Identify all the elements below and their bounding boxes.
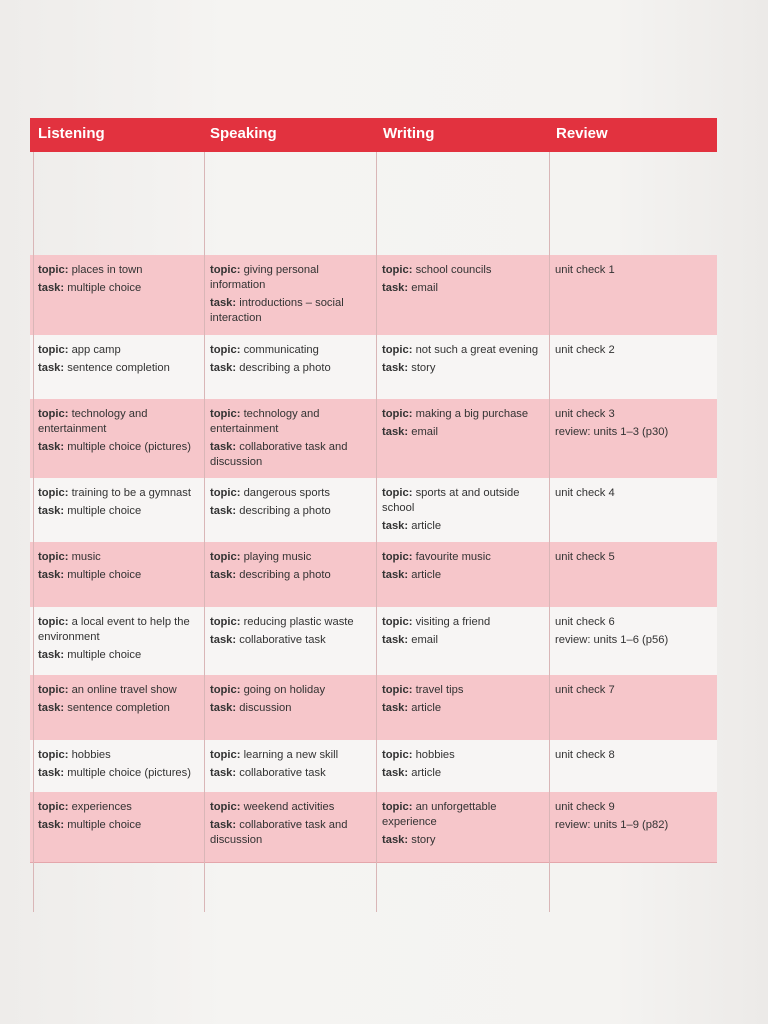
table-row: [30, 792, 717, 863]
task-label: task:: [210, 362, 237, 374]
review-item: review: units 1–6 (p56): [555, 634, 669, 646]
speaking-cell: [210, 550, 374, 586]
speaking-topic: [210, 407, 374, 437]
writing-topic: [382, 263, 546, 278]
table-row: [30, 399, 717, 479]
speaking-cell: [210, 800, 374, 851]
writing-topic: [382, 343, 546, 358]
review-item: unit check 9: [555, 801, 615, 813]
task-value: multiple choice: [67, 282, 142, 294]
topic-label: topic:: [210, 749, 241, 761]
task-value: describing a photo: [239, 505, 331, 517]
listening-topic: [38, 615, 202, 645]
speaking-topic: [210, 615, 374, 630]
writing-topic: [382, 486, 546, 516]
task-value: collaborative task and discussion: [210, 819, 348, 846]
task-value: introductions – social interaction: [210, 297, 344, 324]
task-value: multiple choice: [67, 569, 142, 581]
task-label: task:: [38, 362, 65, 374]
listening-topic: [38, 550, 202, 565]
topic-label: topic:: [38, 487, 69, 499]
writing-task: [382, 633, 546, 648]
topic-value: travel tips: [415, 684, 464, 696]
task-label: task:: [382, 426, 409, 438]
topic-label: topic:: [38, 801, 69, 813]
task-label: task:: [382, 834, 409, 846]
listening-cell: [38, 748, 202, 784]
listening-task: [38, 504, 202, 519]
task-label: task:: [382, 362, 409, 374]
writing-topic: [382, 748, 546, 763]
topic-value: favourite music: [415, 551, 491, 563]
topic-value: weekend activities: [243, 801, 335, 813]
topic-value: making a big purchase: [415, 408, 529, 420]
column-divider: [549, 152, 550, 912]
speaking-cell: [210, 263, 374, 329]
task-value: email: [411, 426, 438, 438]
topic-value: giving personal information: [210, 264, 319, 291]
topic-value: not such a great evening: [415, 344, 539, 356]
topic-value: training to be a gymnast: [71, 487, 191, 499]
writing-topic: [382, 407, 546, 422]
task-label: task:: [382, 634, 409, 646]
review-cell: [555, 748, 715, 766]
header-review: Review: [556, 125, 608, 142]
task-label: task:: [38, 819, 65, 831]
task-value: multiple choice (pictures): [67, 767, 191, 779]
writing-cell: [382, 263, 546, 299]
task-label: task:: [38, 505, 65, 517]
review-item: unit check 2: [555, 344, 615, 356]
speaking-cell: [210, 683, 374, 719]
writing-cell: [382, 748, 546, 784]
topic-label: topic:: [38, 749, 69, 761]
writing-topic: [382, 800, 546, 830]
topic-label: topic:: [210, 684, 241, 696]
topic-label: topic:: [210, 801, 241, 813]
task-label: task:: [210, 505, 237, 517]
topic-value: visiting a friend: [415, 616, 491, 628]
task-label: task:: [38, 569, 65, 581]
speaking-topic: [210, 683, 374, 698]
speaking-topic: [210, 748, 374, 763]
topic-value: learning a new skill: [243, 749, 339, 761]
review-item: review: units 1–3 (p30): [555, 426, 669, 438]
topic-label: topic:: [382, 749, 413, 761]
topic-value: technology and entertainment: [210, 408, 320, 435]
task-label: task:: [382, 569, 409, 581]
task-label: task:: [38, 649, 65, 661]
table-row: [30, 335, 717, 400]
topic-label: topic:: [38, 344, 69, 356]
task-label: task:: [210, 441, 237, 453]
topic-label: topic:: [382, 801, 413, 813]
task-label: task:: [210, 569, 237, 581]
syllabus-table: [30, 118, 717, 918]
listening-task: [38, 440, 202, 455]
table-header: [30, 118, 717, 152]
topic-value: app camp: [71, 344, 121, 356]
topic-value: hobbies: [71, 749, 111, 761]
listening-task: [38, 701, 202, 716]
topic-value: school councils: [415, 264, 492, 276]
writing-task: [382, 281, 546, 296]
listening-task: [38, 818, 202, 833]
review-item: unit check 8: [555, 749, 615, 761]
task-label: task:: [382, 767, 409, 779]
writing-topic: [382, 615, 546, 630]
topic-value: communicating: [243, 344, 319, 356]
speaking-cell: [210, 486, 374, 522]
speaking-task: [210, 568, 374, 583]
writing-cell: [382, 683, 546, 719]
topic-value: places in town: [71, 264, 143, 276]
column-divider: [33, 152, 34, 912]
topic-label: topic:: [210, 344, 241, 356]
task-value: multiple choice: [67, 819, 142, 831]
task-label: task:: [210, 297, 237, 309]
writing-task: [382, 361, 546, 376]
table-row: [30, 740, 717, 793]
review-cell: [555, 683, 715, 701]
review-cell: [555, 407, 715, 443]
review-cell: [555, 800, 715, 836]
topic-label: topic:: [382, 344, 413, 356]
task-value: multiple choice: [67, 505, 142, 517]
topic-value: an online travel show: [71, 684, 177, 696]
writing-task: [382, 425, 546, 440]
task-value: email: [411, 282, 438, 294]
header-speaking: Speaking: [210, 125, 277, 142]
review-cell: [555, 343, 715, 361]
topic-label: topic:: [382, 616, 413, 628]
topic-label: topic:: [382, 264, 413, 276]
task-value: collaborative task and discussion: [210, 441, 348, 468]
writing-cell: [382, 407, 546, 443]
listening-cell: [38, 615, 202, 666]
task-value: multiple choice: [67, 649, 142, 661]
task-label: task:: [38, 702, 65, 714]
review-item: unit check 7: [555, 684, 615, 696]
topic-label: topic:: [210, 487, 241, 499]
listening-cell: [38, 343, 202, 379]
task-value: collaborative task: [239, 767, 326, 779]
listening-topic: [38, 343, 202, 358]
writing-topic: [382, 550, 546, 565]
speaking-topic: [210, 263, 374, 293]
task-label: task:: [210, 634, 237, 646]
review-cell: [555, 263, 715, 281]
review-item: review: units 1–9 (p82): [555, 819, 669, 831]
speaking-topic: [210, 486, 374, 501]
speaking-topic: [210, 550, 374, 565]
listening-topic: [38, 486, 202, 501]
listening-task: [38, 648, 202, 663]
listening-cell: [38, 407, 202, 458]
listening-topic: [38, 800, 202, 815]
topic-value: experiences: [71, 801, 132, 813]
task-value: article: [411, 520, 442, 532]
topic-label: topic:: [38, 408, 69, 420]
task-value: story: [411, 362, 436, 374]
writing-task: [382, 766, 546, 781]
task-value: sentence completion: [67, 702, 170, 714]
speaking-task: [210, 633, 374, 648]
writing-task: [382, 519, 546, 534]
topic-label: topic:: [210, 616, 241, 628]
task-label: task:: [382, 282, 409, 294]
listening-topic: [38, 263, 202, 278]
task-label: task:: [382, 520, 409, 532]
listening-task: [38, 568, 202, 583]
topic-label: topic:: [382, 408, 413, 420]
task-label: task:: [210, 767, 237, 779]
topic-label: topic:: [38, 684, 69, 696]
speaking-cell: [210, 615, 374, 651]
topic-label: topic:: [382, 487, 413, 499]
task-value: discussion: [239, 702, 292, 714]
speaking-cell: [210, 343, 374, 379]
writing-task: [382, 833, 546, 848]
topic-value: sports at and outside school: [382, 487, 520, 514]
writing-task: [382, 701, 546, 716]
listening-topic: [38, 407, 202, 437]
speaking-task: [210, 818, 374, 848]
table-row: [30, 255, 717, 336]
topic-value: dangerous sports: [243, 487, 331, 499]
review-item: unit check 1: [555, 264, 615, 276]
topic-value: technology and entertainment: [38, 408, 148, 435]
task-label: task:: [38, 282, 65, 294]
listening-cell: [38, 486, 202, 522]
speaking-task: [210, 361, 374, 376]
speaking-task: [210, 440, 374, 470]
topic-label: topic:: [210, 264, 241, 276]
review-item: unit check 5: [555, 551, 615, 563]
table-row: [30, 542, 717, 608]
task-label: task:: [38, 767, 65, 779]
speaking-topic: [210, 343, 374, 358]
listening-topic: [38, 748, 202, 763]
topic-label: topic:: [38, 264, 69, 276]
listening-cell: [38, 800, 202, 836]
topic-value: playing music: [243, 551, 312, 563]
task-label: task:: [382, 702, 409, 714]
speaking-task: [210, 701, 374, 716]
writing-topic: [382, 683, 546, 698]
listening-topic: [38, 683, 202, 698]
speaking-task: [210, 296, 374, 326]
writing-cell: [382, 343, 546, 379]
task-value: describing a photo: [239, 362, 331, 374]
topic-label: topic:: [382, 551, 413, 563]
topic-value: music: [71, 551, 101, 563]
review-cell: [555, 486, 715, 504]
writing-cell: [382, 486, 546, 537]
review-cell: [555, 550, 715, 568]
task-label: task:: [210, 702, 237, 714]
listening-task: [38, 766, 202, 781]
speaking-cell: [210, 407, 374, 473]
task-value: article: [411, 702, 442, 714]
table-row: [30, 675, 717, 741]
topic-label: topic:: [210, 551, 241, 563]
review-item: unit check 4: [555, 487, 615, 499]
listening-cell: [38, 550, 202, 586]
column-divider: [376, 152, 377, 912]
topic-label: topic:: [210, 408, 241, 420]
task-label: task:: [38, 441, 65, 453]
listening-task: [38, 361, 202, 376]
task-value: story: [411, 834, 436, 846]
topic-value: hobbies: [415, 749, 455, 761]
table-row: [30, 478, 717, 543]
listening-cell: [38, 683, 202, 719]
task-value: article: [411, 569, 442, 581]
topic-label: topic:: [38, 551, 69, 563]
topic-value: reducing plastic waste: [243, 616, 354, 628]
header-listening: Listening: [38, 125, 105, 142]
writing-cell: [382, 615, 546, 651]
task-value: describing a photo: [239, 569, 331, 581]
review-item: unit check 6: [555, 616, 615, 628]
task-label: task:: [210, 819, 237, 831]
writing-cell: [382, 800, 546, 851]
column-divider: [204, 152, 205, 912]
speaking-topic: [210, 800, 374, 815]
task-value: multiple choice (pictures): [67, 441, 191, 453]
topic-label: topic:: [38, 616, 69, 628]
writing-task: [382, 568, 546, 583]
writing-cell: [382, 550, 546, 586]
topic-value: a local event to help the environment: [38, 616, 190, 643]
review-cell: [555, 615, 715, 651]
speaking-task: [210, 504, 374, 519]
task-value: email: [411, 634, 438, 646]
task-value: sentence completion: [67, 362, 170, 374]
review-item: unit check 3: [555, 408, 615, 420]
task-value: article: [411, 767, 442, 779]
table-row: [30, 607, 717, 676]
speaking-task: [210, 766, 374, 781]
listening-cell: [38, 263, 202, 299]
topic-label: topic:: [382, 684, 413, 696]
speaking-cell: [210, 748, 374, 784]
listening-task: [38, 281, 202, 296]
header-writing: Writing: [383, 125, 435, 142]
topic-value: going on holiday: [243, 684, 326, 696]
topic-value: an unforgettable experience: [382, 801, 497, 828]
task-value: collaborative task: [239, 634, 326, 646]
